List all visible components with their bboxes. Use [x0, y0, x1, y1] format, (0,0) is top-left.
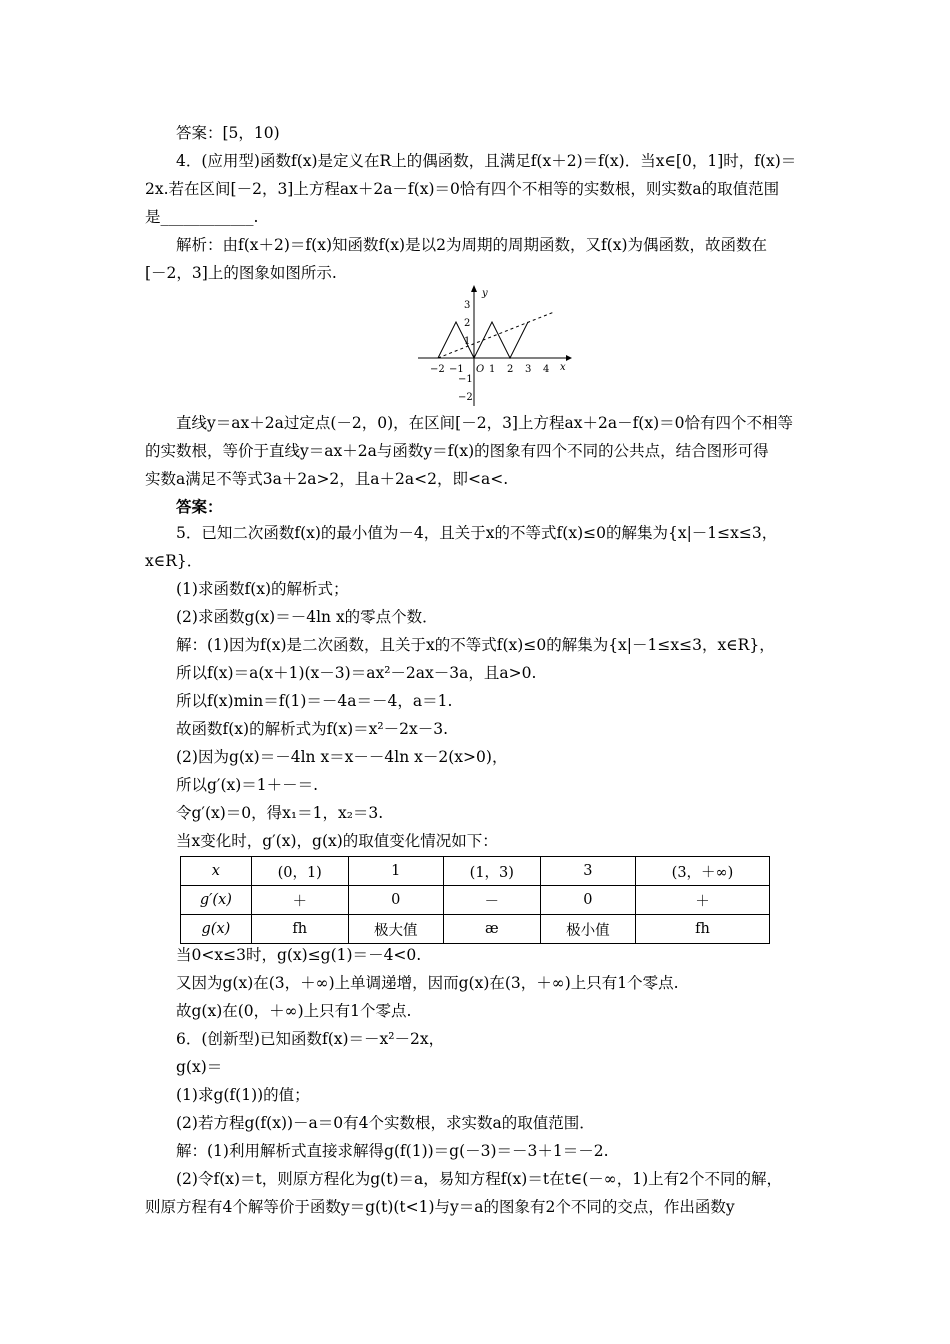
- x-tick-1: 1: [489, 364, 496, 375]
- table-cell: 极小值: [540, 915, 635, 944]
- problem-4-line-1: 4．(应用型)函数f(x)是定义在R上的偶函数，且满足f(x＋2)＝f(x)．当x∈[0，1]时，f(x)＝: [176, 152, 797, 170]
- solution-5-line-1: 解：(1)因为f(x)是二次函数，且关于x的不等式f(x)≤0的解集为{x|－1≤x≤3，x∈R}，: [176, 636, 775, 654]
- table-cell: 0: [540, 886, 635, 915]
- table-cell: fh: [251, 915, 348, 944]
- x-tick-neg1: −1: [449, 364, 464, 375]
- y-tick-1: 1: [464, 336, 471, 347]
- table-cell: (1，3): [443, 857, 540, 886]
- x-tick-3: 3: [525, 364, 532, 375]
- table-cell: (3，＋∞): [635, 857, 769, 886]
- table-cell: －: [443, 886, 540, 915]
- y-tick-2: 2: [464, 318, 471, 329]
- table-cell: 1: [348, 857, 443, 886]
- table-cell: g(x): [181, 915, 252, 944]
- solution-5-line-2: 所以f(x)＝a(x＋1)(x－3)＝ax²－2ax－3a，且a>0.: [176, 664, 537, 682]
- y-tick-neg2: −2: [458, 392, 473, 403]
- solution-5-line-10: 又因为g(x)在(3，＋∞)上单调递增，因而g(x)在(3，＋∞)上只有1个零点.: [176, 974, 679, 992]
- x-tick-4: 4: [543, 364, 550, 375]
- solution-6-line-2: (2)令f(x)＝t，则原方程化为g(t)＝a，易知方程f(x)＝t在t∈(－∞，1)上有2个不同的解，: [176, 1170, 782, 1188]
- analysis-4-line-1: 解析：由f(x＋2)＝f(x)知函数f(x)是以2为周期的周期函数，又f(x)为偶函数，故函数在: [176, 236, 768, 254]
- problem-5-part-1: (1)求函数f(x)的解析式；: [176, 580, 349, 598]
- problem-6-part-2: (2)若方程g(f(x))－a＝0有4个实数根，求实数a的取值范围．: [176, 1114, 595, 1132]
- table-cell: ＋: [251, 886, 348, 915]
- table-cell: x: [181, 857, 252, 886]
- table-row: [181, 886, 770, 915]
- problem-4-line-2: 2x.若在区间[－2，3]上方程ax＋2a－f(x)＝0恰有四个不相等的实数根，则实数a的取值范围: [145, 180, 780, 198]
- analysis-4-line-2: [－2，3]上的图象如图所示.: [145, 264, 337, 282]
- table-cell: 极大值: [348, 915, 443, 944]
- table-row: [181, 915, 770, 944]
- problem-5-line-1: 5．已知二次函数f(x)的最小值为－4，且关于x的不等式f(x)≤0的解集为{x|－1≤x≤3，: [176, 524, 778, 542]
- problem-6-part-1: (1)求g(f(1))的值；: [176, 1086, 310, 1104]
- x-axis-arrow: [566, 355, 572, 361]
- y-tick-3: 3: [464, 300, 471, 311]
- y-axis-label: y: [482, 288, 488, 299]
- origin-label: O: [476, 364, 485, 375]
- problem-6-line-1: 6．(创新型)已知函数f(x)＝－x²－2x，: [176, 1030, 445, 1048]
- table-cell: ＋: [635, 886, 769, 915]
- answer-3: 答案：[5，10): [176, 124, 280, 142]
- solution-5-line-5: (2)因为g(x)＝－4ln x＝x－－4ln x－2(x>0)，: [176, 748, 508, 766]
- table-row: [181, 857, 770, 886]
- table-cell: g′(x): [181, 886, 252, 915]
- table-cell: (0，1): [251, 857, 348, 886]
- variation-table: [180, 856, 770, 944]
- problem-5-line-2: x∈R}．: [145, 552, 203, 570]
- table-cell: æ: [443, 915, 540, 944]
- answer-4: 答案：: [176, 497, 223, 516]
- table-cell: fh: [635, 915, 769, 944]
- solution-5-line-9: 当0<x≤3时，g(x)≤g(1)＝－4<0.: [176, 946, 422, 964]
- problem-5-part-2: (2)求函数g(x)＝－4ln x的零点个数．: [176, 608, 438, 626]
- solution-6-line-1: 解：(1)利用解析式直接求解得g(f(1))＝g(－3)＝－3＋1＝－2.: [176, 1142, 609, 1160]
- solution-5-line-4: 故函数f(x)的解析式为f(x)＝x²－2x－3.: [176, 720, 448, 738]
- solution-5-line-7: 令g′(x)＝0，得x₁＝1，x₂＝3.: [176, 804, 384, 822]
- solution-5-line-3: 所以f(x)min＝f(1)＝－4a＝－4，a＝1.: [176, 692, 453, 710]
- solution-6-line-3: 则原方程有4个解等价于函数y＝g(t)(t<1)与y＝a的图象有2个不同的交点，作出函数y: [145, 1198, 735, 1216]
- solution-5-line-8: 当x变化时，g′(x)，g(x)的取值变化情况如下：: [176, 832, 498, 850]
- analysis-4-line-3: 直线y＝ax＋2a过定点(－2，0)，在区间[－2，3]上方程ax＋2a－f(x)＝0恰有四个不相等: [176, 414, 793, 432]
- table-cell: 3: [540, 857, 635, 886]
- line-y-ax-2a: [438, 312, 554, 358]
- x-tick-2: 2: [507, 364, 514, 375]
- solution-5-line-11: 故g(x)在(0，＋∞)上只有1个零点.: [176, 1002, 412, 1020]
- problem-4-line-3: 是____________.: [145, 208, 259, 226]
- analysis-4-line-4: 的实数根，等价于直线y＝ax＋2a与函数y＝f(x)的图象有四个不同的公共点，结合图形可得: [145, 442, 769, 460]
- problem-6-line-2: g(x)＝: [176, 1058, 223, 1076]
- function-graph: [412, 282, 572, 408]
- x-axis-label: x: [560, 362, 566, 373]
- solution-5-line-6: 所以g′(x)＝1＋－＝.: [176, 776, 319, 794]
- y-axis-arrow: [471, 285, 477, 292]
- y-tick-neg1: −1: [458, 374, 473, 385]
- table-cell: 0: [348, 886, 443, 915]
- analysis-4-line-5: 实数a满足不等式3a＋2a>2，且a＋2a<2，即<a<.: [145, 470, 509, 488]
- x-tick-neg2: −2: [430, 364, 445, 375]
